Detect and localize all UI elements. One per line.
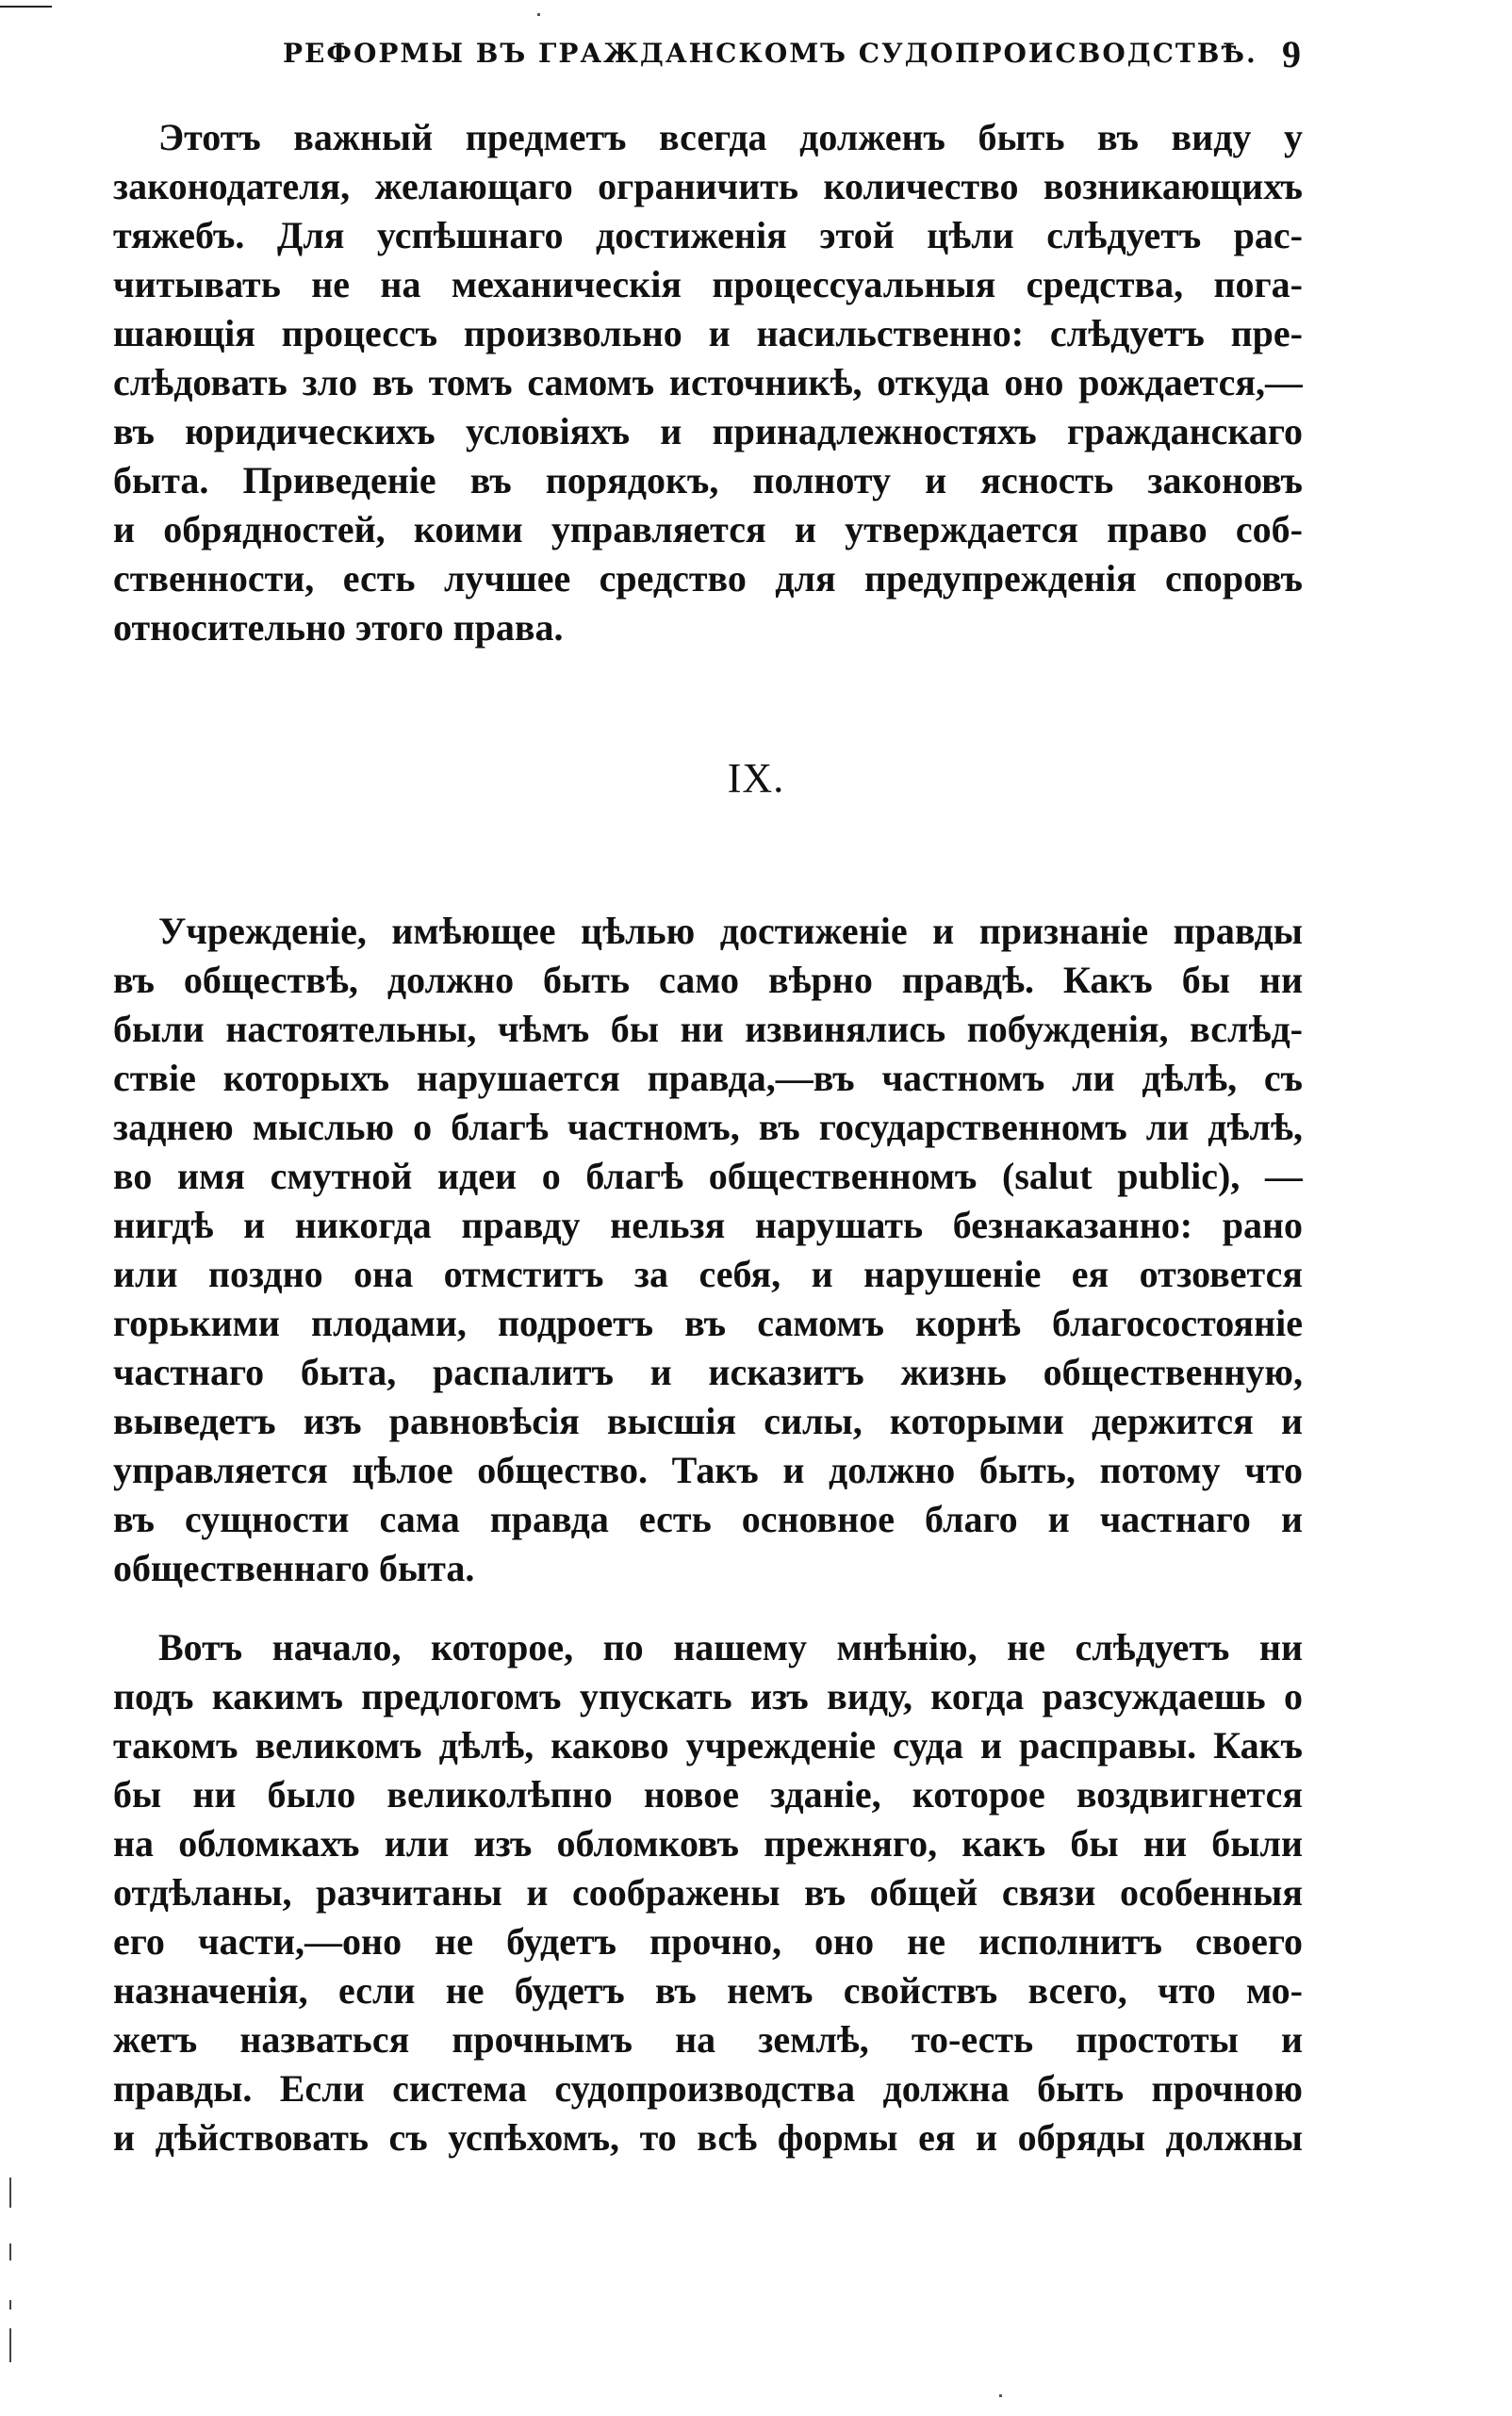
scan-margin-mark [9,2328,11,2362]
text-line: и обрядностей, коими управляется и утверждается право соб- [113,508,1303,551]
text-line: управляется цѣлое общество. Такъ и должно быть, потому что [113,1449,1303,1491]
text-line: въ юридическихъ условіяхъ и принадлежностяхъ гражданскаго [113,410,1303,452]
paragraph-1 [113,113,1303,652]
paragraph-3 [113,1623,1303,2162]
text-line: заднею мыслью о благѣ частномъ, въ государственномъ ли дѣлѣ, [113,1106,1303,1148]
scan-margin-mark [9,2178,11,2208]
text-line: и дѣйствовать съ успѣхомъ, то всѣ формы ея и обряды должны [113,2116,1303,2159]
text-line: горькими плодами, подроетъ въ самомъ корнѣ благосостояніе [113,1302,1303,1344]
scan-dot-mark [537,13,540,16]
text-line: относительно этого права. [113,606,564,649]
text-line: тяжебъ. Для успѣшнаго достиженія этой цѣли слѣдуетъ рас- [113,214,1303,256]
text-line: ственности, есть лучшее средство для предупрежденія споровъ [113,557,1303,600]
paragraph-2 [113,907,1303,1593]
section-heading: IX. [727,755,785,801]
text-line: частнаго быта, распалитъ и исказитъ жизнь общественную, [113,1351,1303,1393]
text-line: жетъ назваться прочнымъ на землѣ, то-есть простоты и [113,2018,1303,2061]
text-line: быта. Приведеніе въ порядокъ, полноту и ясность законовъ [113,459,1303,501]
scan-margin-mark [9,2300,11,2309]
text-line: шающія процессъ произвольно и насильственно: слѣдуетъ пре- [113,312,1303,354]
text-line: читывать не на механическія процессуальныя средства, пога- [113,263,1303,305]
scan-dot-mark [999,2394,1002,2397]
scan-margin-mark [9,2243,11,2260]
text-line: отдѣланы, разчитаны и соображены въ общей связи особенныя [113,1871,1303,1914]
page-header [283,32,1301,75]
text-line: выведетъ изъ равновѣсія высшія силы, которыми держится и [113,1400,1303,1442]
text-line: ствіе которыхъ нарушается правда,—въ частномъ ли дѣлѣ, съ [113,1057,1303,1099]
text-line: бы ни было великолѣпно новое зданіе, которое воздвигнется [113,1773,1303,1816]
text-line: слѣдовать зло въ томъ самомъ источникѣ, откуда оно рождается,— [113,361,1303,403]
text-line: законодателя, желающаго ограничить количество возникающихъ [113,165,1303,207]
running-title: РЕФОРМЫ ВЪ ГРАЖДАНСКОМЪ СУДОПРОИСВОДСТВѢ. [283,38,1257,69]
text-line: во имя смутной идеи о благѣ общественномъ (salut public), — [113,1155,1303,1197]
text-line: подъ какимъ предлогомъ упускать изъ виду, когда разсуждаешь о [113,1675,1303,1717]
text-line: назначенія, если не будетъ въ немъ свойствъ всего, что мо- [113,1969,1303,2012]
text-line: Учрежденіе, имѣющее цѣлью достиженіе и признаніе правды [158,910,1303,952]
text-line: были настоятельны, чѣмъ бы ни извинялись побужденія, вслѣд- [113,1008,1303,1050]
scan-edge-line [0,6,52,8]
text-line: въ сущности сама правда есть основное благо и частнаго и [113,1498,1303,1540]
text-line: или поздно она отмститъ за себя, и нарушеніе ея отзовется [113,1253,1303,1295]
text-line: Этотъ важный предметъ всегда долженъ быть въ виду у [158,116,1303,158]
text-line: на обломкахъ или изъ обломковъ прежняго, какъ бы ни были [113,1822,1303,1865]
page-number: 9 [1282,33,1301,75]
text-line: такомъ великомъ дѣлѣ, каково учрежденіе суда и расправы. Какъ [113,1724,1303,1767]
text-line: правды. Если система судопроизводства должна быть прочною [113,2067,1303,2110]
text-line: его части,—оно не будетъ прочно, оно не исполнитъ своего [113,1920,1303,1963]
text-line: нигдѣ и никогда правду нельзя нарушать безнаказанно: рано [113,1204,1303,1246]
text-line: въ обществѣ, должно быть само вѣрно правдѣ. Какъ бы ни [113,959,1303,1001]
text-line: общественнаго быта. [113,1547,475,1589]
text-line: Вотъ начало, которое, по нашему мнѣнію, не слѣдуетъ ни [158,1626,1303,1668]
